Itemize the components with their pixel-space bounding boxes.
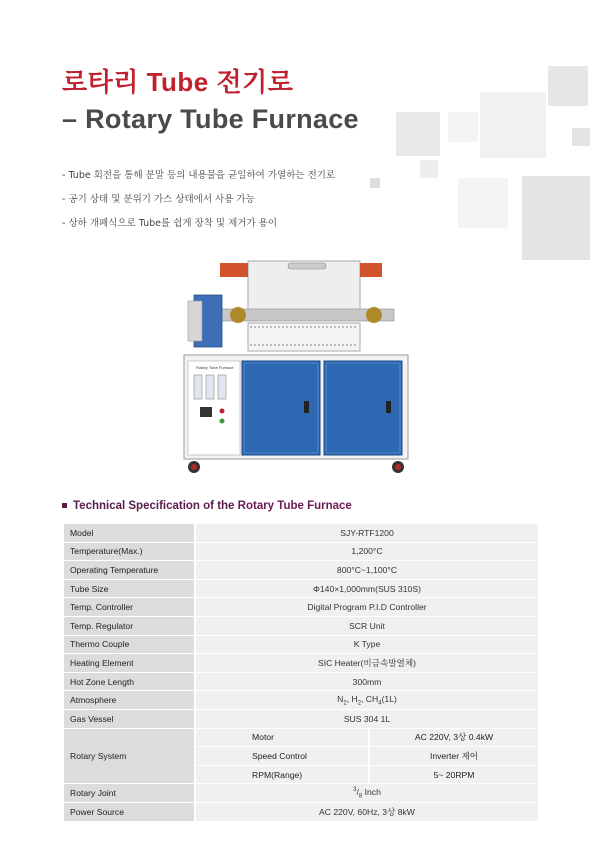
spec-label: Thermo Couple (64, 635, 195, 654)
spec-label: Temp. Controller (64, 598, 195, 617)
spec-value: Digital Program P.I.D Controller (195, 598, 538, 617)
spec-label: Temp. Regulator (64, 616, 195, 635)
rotary-item-name: Motor (195, 728, 369, 747)
bullet-square-icon (62, 503, 67, 508)
decor-square (448, 112, 478, 142)
spec-heading-highlight: Rotary Tube Furnace (237, 500, 352, 512)
spec-value: SUS 304 1L (195, 709, 538, 728)
table-row (64, 691, 538, 710)
decor-square (458, 178, 508, 228)
spec-value: AC 220V, 60Hz, 3상 8kW (195, 802, 538, 821)
decor-square (370, 178, 380, 188)
spec-heading-prefix: Technical Specification of the (73, 500, 238, 512)
spec-label: Hot Zone Length (64, 672, 195, 691)
table-row (64, 561, 538, 580)
spec-value: SCR Unit (195, 616, 538, 635)
rotary-tube-furnace-image (178, 257, 412, 475)
decor-square (480, 92, 546, 158)
spec-value: 300mm (195, 672, 538, 691)
spec-value: 1,200°C (195, 542, 538, 561)
feature-item: - 상하 개폐식으로 Tube를 쉽게 장착 및 제거가 용이 (62, 218, 278, 229)
table-row (64, 709, 538, 728)
page-title-korean: 로타리 Tube 전기로 (62, 67, 294, 97)
spec-value: Φ140×1,000mm(SUS 310S) (195, 579, 538, 598)
decor-square (522, 176, 590, 260)
spec-label: Rotary System (64, 728, 195, 784)
rotary-item-value: 5~ 20RPM (369, 765, 538, 784)
table-row (64, 654, 538, 673)
feature-list (62, 164, 335, 236)
table-row (64, 598, 538, 617)
table-row (64, 728, 538, 747)
spec-table (64, 524, 538, 822)
spec-value: SJY-RTF1200 (195, 524, 538, 542)
decor-square (548, 66, 588, 106)
atmosphere-value: $N_2$, $H_2$, $CH_4(1L)$ (195, 691, 538, 710)
spec-label: Tube Size (64, 579, 195, 598)
spec-label: Gas Vessel (64, 709, 195, 728)
table-row (64, 579, 538, 598)
spec-value: K Type (195, 635, 538, 654)
page-title-english: – Rotary Tube Furnace (62, 104, 359, 134)
decor-square (572, 128, 590, 146)
table-row (64, 524, 538, 542)
rotary-item-name: Speed Control (195, 747, 369, 766)
spec-label: Model (64, 524, 195, 542)
spec-value: 800°C~1,100°C (195, 561, 538, 580)
panel-label: Rotary Tube Furnace (196, 365, 234, 370)
table-row (64, 542, 538, 561)
spec-label: Heating Element (64, 654, 195, 673)
table-row (64, 802, 538, 821)
spec-label: Power Source (64, 802, 195, 821)
spec-label: Temperature(Max.) (64, 542, 195, 561)
decor-square (396, 112, 440, 156)
table-row (64, 616, 538, 635)
feature-item: - Tube 회전을 통해 분말 등의 내용물을 균일하여 가열하는 전기로 (62, 170, 336, 181)
table-row (64, 635, 538, 654)
table-row (64, 672, 538, 691)
table-row (64, 784, 538, 803)
rotary-item-value: AC 220V, 3상 0.4kW (369, 728, 538, 747)
decor-square (420, 160, 438, 178)
rotary-joint-value: $^3/_8$ Inch (195, 784, 538, 803)
spec-label: Atmosphere (64, 691, 195, 710)
spec-label: Operating Temperature (64, 561, 195, 580)
spec-label: Rotary Joint (64, 784, 195, 803)
rotary-item-value: Inverter 제어 (369, 747, 538, 766)
rotary-item-name: RPM(Range) (195, 765, 369, 784)
feature-item: - 공기 상태 및 분위기 가스 상태에서 사용 가능 (62, 194, 255, 205)
spec-heading (62, 500, 352, 512)
spec-value: SIC Heater(비금속발열체) (195, 654, 538, 673)
